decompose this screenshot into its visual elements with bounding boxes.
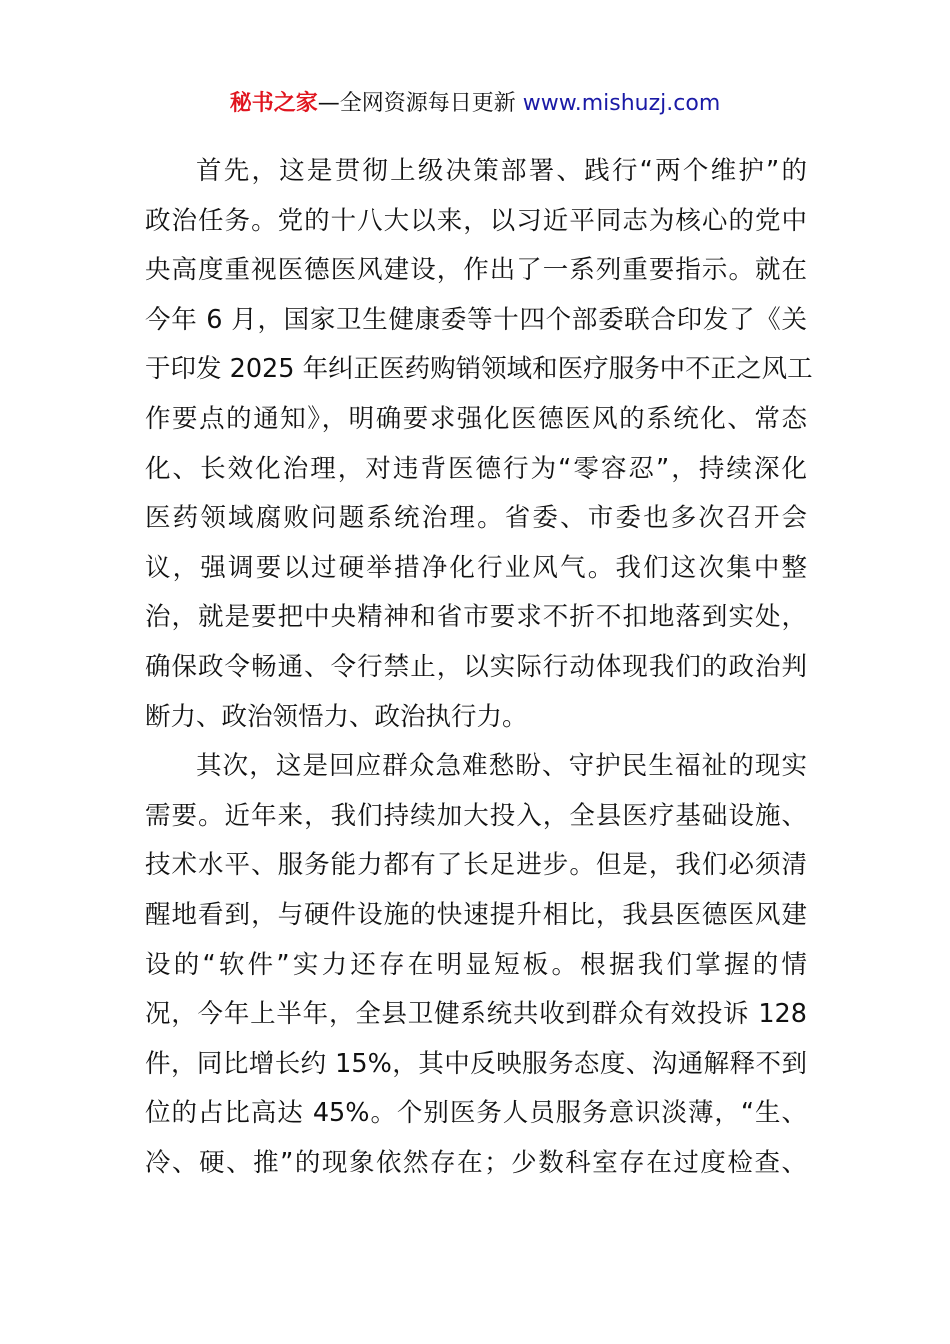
text-line: 设的“软件”实力还存在明显短板。根据我们掌握的情 xyxy=(145,949,807,980)
text-line: 于印发 2025 年纠正医药购销领域和医疗服务中不正之风工 xyxy=(145,354,813,385)
paragraph-1 xyxy=(145,147,813,742)
text-line: 央高度重视医德医风建设，作出了一系列重要指示。就在 xyxy=(145,255,807,286)
text-line: 医药领域腐败问题系统治理。省委、市委也多次召开会 xyxy=(145,503,807,534)
header-tagline: —全网资源每日更新 xyxy=(317,91,523,116)
brand-name: 秘书之家 xyxy=(229,91,318,116)
text-line: 断力、政治领悟力、政治执行力。 xyxy=(145,701,528,732)
text-line: 首先，这是贯彻上级决策部署、践行“两个维护”的 xyxy=(196,156,807,186)
document-body xyxy=(145,147,813,1188)
text-line: 需要。近年来，我们持续加大投入，全县医疗基础设施、 xyxy=(145,800,807,831)
text-line: 位的占比高达 45%。个别医务人员服务意识淡薄，“生、 xyxy=(145,1098,807,1129)
paragraph-2 xyxy=(145,742,807,1188)
page-header xyxy=(0,86,950,122)
text-line: 冷、硬、推”的现象依然存在；少数科室存在过度检查、 xyxy=(145,1147,807,1178)
text-line: 确保政令畅通、令行禁止，以实际行动体现我们的政治判 xyxy=(145,651,807,682)
text-line: 醒地看到，与硬件设施的快速提升相比，我县医德医风建 xyxy=(145,899,807,930)
text-line: 治，就是要把中央精神和省市要求不折不扣地落到实处， xyxy=(145,602,807,633)
text-line: 技术水平、服务能力都有了长足进步。但是，我们必须清 xyxy=(145,850,807,881)
text-line: 作要点的通知》，明确要求强化医德医风的系统化、常态 xyxy=(145,403,807,434)
text-line: 议，强调要以过硬举措净化行业风气。我们这次集中整 xyxy=(145,552,807,583)
text-line: 政治任务。党的十八大以来，以习近平同志为核心的党中 xyxy=(145,205,807,236)
site-url: www.mishuzj.com xyxy=(522,91,721,116)
text-line: 今年 6 月，国家卫生健康委等十四个部委联合印发了《关 xyxy=(145,304,807,335)
text-line: 其次，这是回应群众急难愁盼、守护民生福祉的现实 xyxy=(196,751,807,782)
text-line: 件，同比增长约 15%，其中反映服务态度、沟通解释不到 xyxy=(145,1048,807,1079)
text-line: 化、长效化治理，对违背医德行为“零容忍”，持续深化 xyxy=(145,453,807,484)
text-line: 况，今年上半年，全县卫健系统共收到群众有效投诉 128 xyxy=(145,999,807,1030)
